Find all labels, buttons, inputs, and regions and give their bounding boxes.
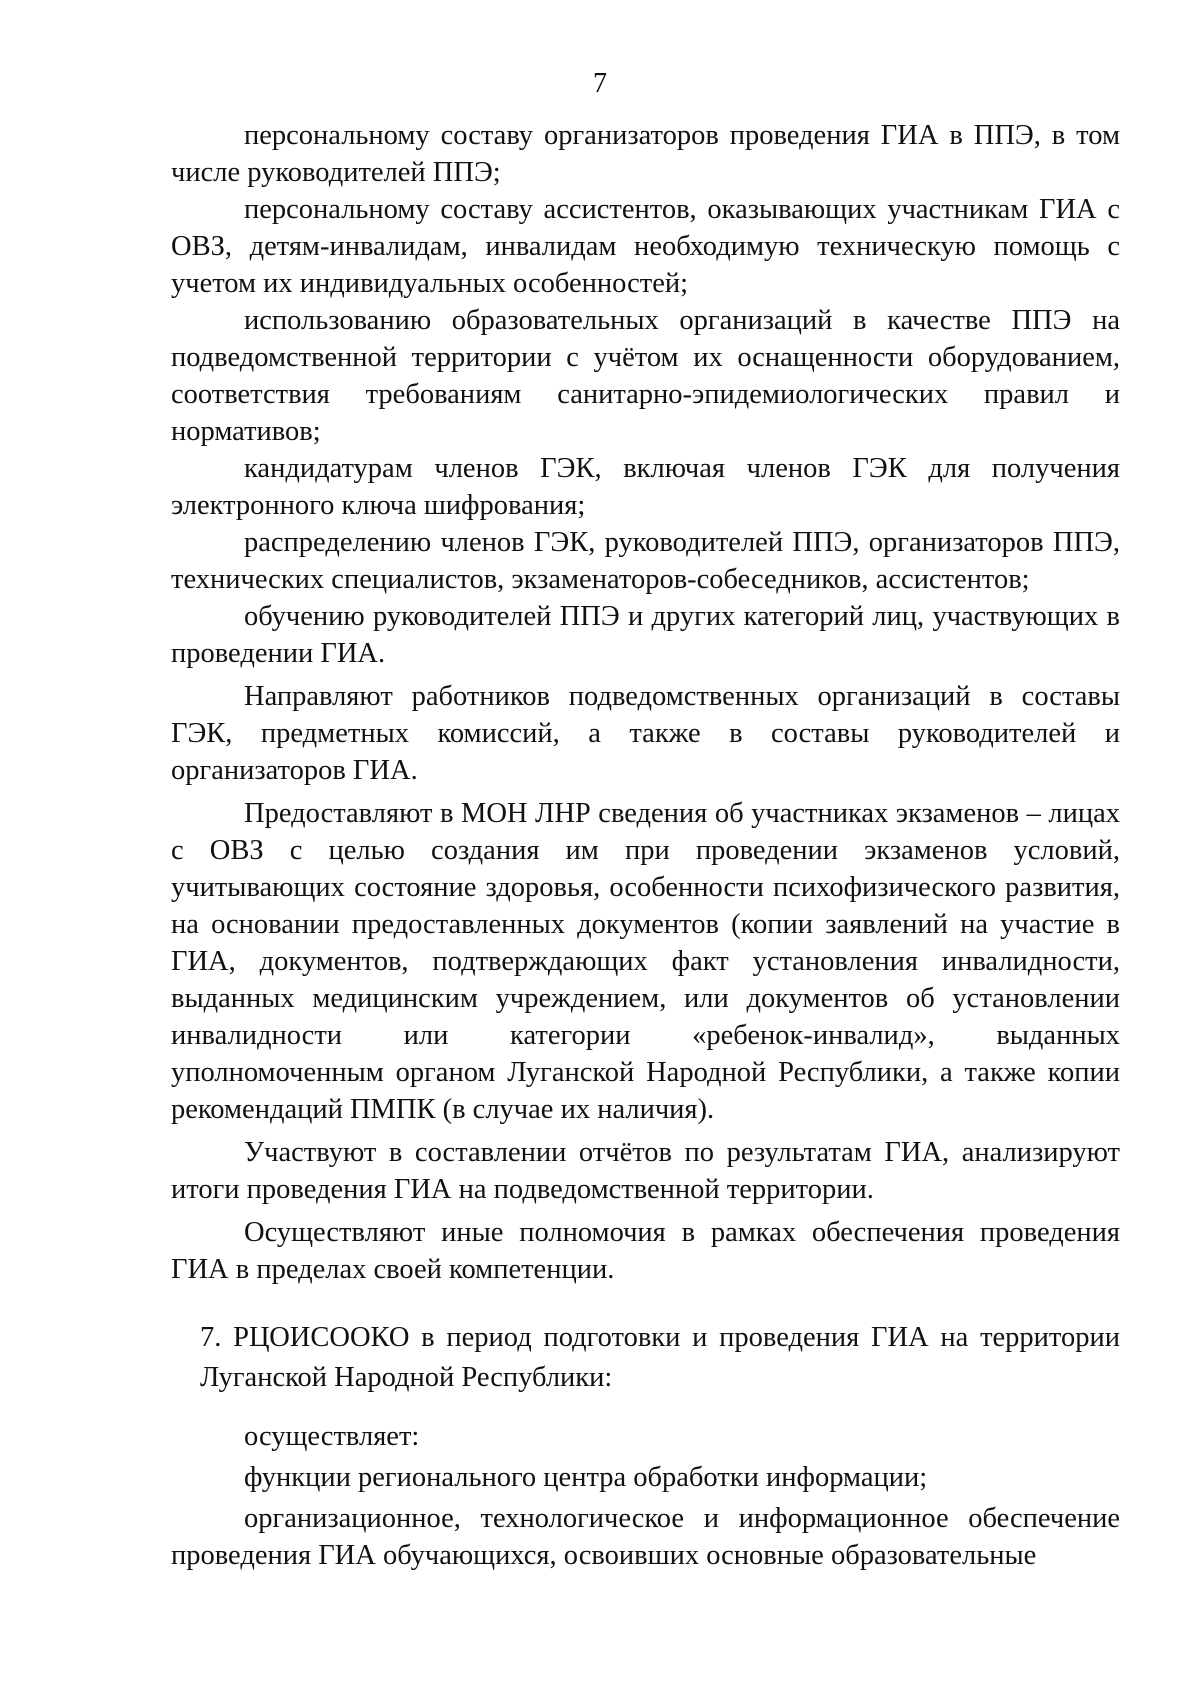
section-7-text: РЦОИСООКО в период подготовки и проведения ГИА на территории Луганской Народной Республики: [200,1322,1121,1393]
paragraph-rcoi-functions: функции регионального центра обработки информации; [244,1462,928,1493]
document-body [171,117,1120,1574]
paragraph-ppe-usage: использованию образовательных организаций в качестве ППЭ на подведомственной территории с учётом их оснащенности оборудованием, соответствия требованиям санитарно-эпидемиологических правил и нормативов; [171,305,1120,447]
section-7-number: 7. [200,1322,222,1353]
paragraph-assistants: персональному составу ассистентов, оказывающих участникам ГИА с ОВЗ, детям-инвалидам, инвалидам необходимую техническую помощь с учетом их индивидуальных особенностей; [171,194,1120,299]
paragraph-distribution: распределению членов ГЭК, руководителей ППЭ, организаторов ППЭ, технических специалистов, экзаменаторов-собеседников, ассистентов; [171,527,1120,595]
paragraph-ppe-organizers: персональному составу организаторов проведения ГИА в ППЭ, в том числе руководителей ППЭ; [171,120,1120,188]
paragraph-training: обучению руководителей ППЭ и других категорий лиц, участвующих в проведении ГИА. [171,601,1120,669]
paragraph-send-staff: Направляют работников подведомственных организаций в составы ГЭК, предметных комиссий, а также в составы руководителей и организаторов ГИА. [171,681,1120,786]
paragraph-other-powers: Осуществляют иные полномочия в рамках обеспечения проведения ГИА в пределах своей компетенции. [171,1217,1120,1285]
paragraph-reports: Участвуют в составлении отчётов по результатам ГИА, анализируют итоги проведения ГИА на подведомственной территории. [171,1137,1120,1205]
paragraph-ovz-info: Предоставляют в МОН ЛНР сведения об участниках экзаменов – лицах с ОВЗ с целью создания им при проведении экзаменов условий, учитывающих состояние здоровья, особенности психофизического развития, на основании предоставленных документов (копии заявлений на участие в ГИА, документов, подтверждающих факт установления инвалидности, выданных медицинским учреждением, или документов об установлении инвалидности или категории «ребенок-инвалид», выданных уполномоченным органом Луганской Народной Республики, а также копии рекомендаций ПМПК (в случае их наличия). [171,798,1120,1125]
section-7-heading [171,1318,1120,1398]
paragraph-support: организационное, технологическое и информационное обеспечение проведения ГИА обучающихся, освоивших основные образовательные [171,1503,1120,1571]
paragraph-gek-candidates: кандидатурам членов ГЭК, включая членов ГЭК для получения электронного ключа шифрования; [171,453,1120,521]
page-number: 7 [593,68,607,99]
paragraph-carries-out: осуществляет: [244,1421,420,1452]
